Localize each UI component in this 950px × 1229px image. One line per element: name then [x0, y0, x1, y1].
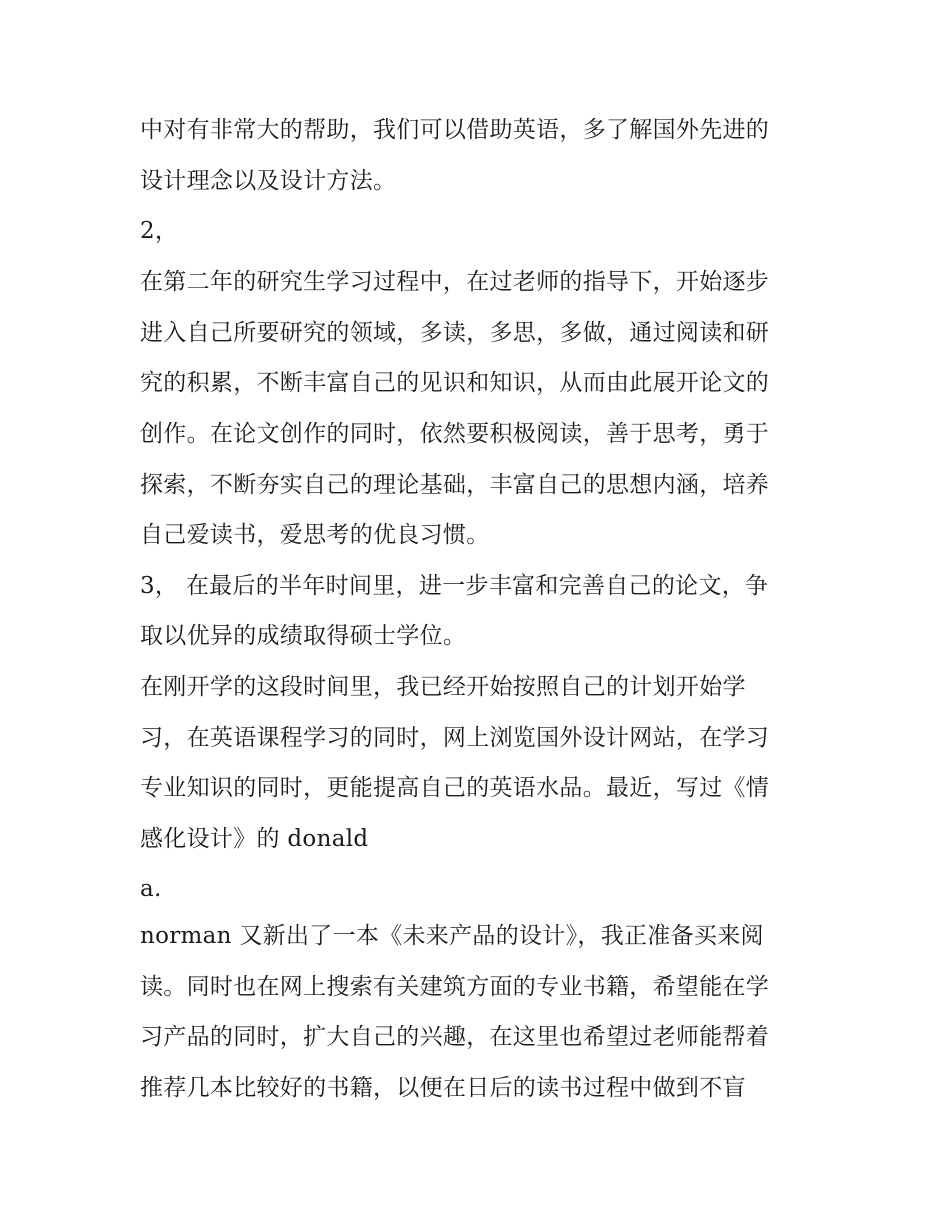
text-line: norman 又新出了一本《未来产品的设计》，我正准备买来阅: [140, 923, 764, 949]
text-line: 创作。在论文创作的同时，依然要积极阅读，善于思考，勇于: [140, 421, 770, 447]
text-line: 专业知识的同时，更能提高自己的英语水品。最近，写过《情: [140, 775, 770, 801]
text-line: 推荐几本比较好的书籍，以便在日后的读书过程中做到不盲: [140, 1075, 746, 1101]
text-line: 读。同时也在网上搜索有关建筑方面的专业书籍，希望能在学: [140, 974, 770, 1000]
text-line: 在第二年的研究生学习过程中，在过老师的指导下，开始逐步: [140, 269, 770, 295]
text-line: 中对有非常大的帮助，我们可以借助英语，多了解国外先进的: [140, 117, 770, 143]
text-line: a.: [140, 876, 162, 902]
text-line: 在刚开学的这段时间里，我已经开始按照自己的计划开始学: [140, 674, 746, 700]
text-line: 习，在英语课程学习的同时，网上浏览国外设计网站，在学习: [140, 725, 770, 751]
text-line: 感化设计》的 donald: [140, 826, 369, 852]
text-line: 3， 在最后的半年时间里，进一步丰富和完善自己的论文，争: [140, 573, 769, 599]
text-line: 设计理念以及设计方法。: [140, 168, 397, 194]
text-line: 自己爱读书，爱思考的优良习惯。: [140, 522, 490, 548]
text-line: 2，: [140, 218, 179, 244]
text-line: 进入自己所要研究的领域，多读，多思，多做，通过阅读和研: [140, 320, 770, 346]
text-line: 取以优异的成绩取得硕士学位。: [140, 623, 467, 649]
text-line: 究的积累，不断丰富自己的见识和知识，从而由此展开论文的: [140, 370, 770, 396]
text-line: 探索，不断夯实自己的理论基础，丰富自己的思想内涵，培养: [140, 472, 770, 498]
text-line: 习产品的同时，扩大自己的兴趣，在这里也希望过老师能帮着: [140, 1024, 770, 1050]
